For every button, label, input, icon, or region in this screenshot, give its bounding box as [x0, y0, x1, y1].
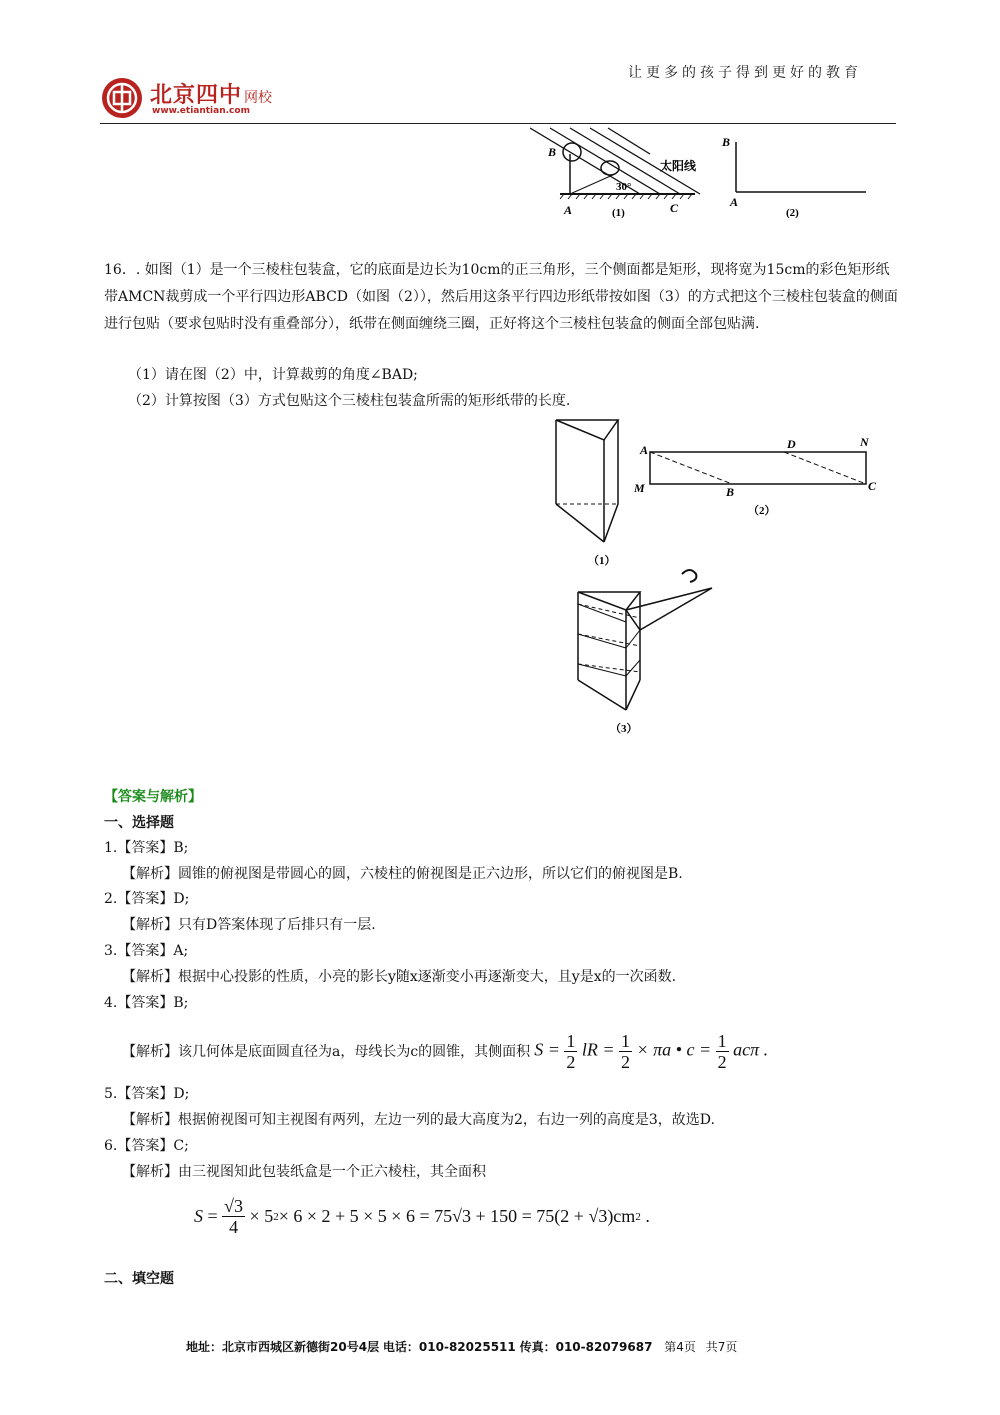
- footer-fax-label: 传真：: [519, 1340, 556, 1354]
- header-slogan: 让更多的孩子得到更好的教育: [628, 65, 862, 81]
- prism3-caption: （3）: [610, 723, 638, 735]
- strip-label-b: B: [726, 485, 735, 499]
- logo-url: www.etiantian.com: [152, 106, 250, 116]
- strip-caption: （2）: [748, 505, 776, 517]
- explanation-3: 【解析】根据中心投影的性质，小亮的影长y随x逐渐变小再逐渐变大，且y是x的一次函数.: [122, 969, 677, 985]
- page-footer: [186, 1338, 737, 1355]
- footer-total: 共7页: [705, 1340, 738, 1354]
- answer-4: 4.【答案】B;: [104, 995, 189, 1011]
- question-16-sub2: （2）计算按图（3）方式包贴这个三棱柱包装盒所需的矩形纸带的长度.: [128, 393, 571, 409]
- question-16-sub1: （1）请在图（2）中，计算裁剪的角度∠BAD;: [128, 367, 418, 383]
- footer-tel-label: 电话：: [382, 1340, 419, 1354]
- formula-hex-prism-area: S = $\frac{√3}{4}$ × 5 2 × 6 × 2 + 5 × 5 × 6 = 75√3 + 150 = 75(2 + √3)cm 2 .: [194, 1196, 650, 1237]
- section-fill-blank: 二、填空题: [104, 1271, 174, 1287]
- explanation-1: 【解析】圆锥的俯视图是带圆心的圆，六棱柱的俯视图是正六边形，所以它们的俯视图是B.: [122, 866, 683, 882]
- fig2-label-a: A: [730, 195, 739, 209]
- footer-addr: 北京市西城区新德街20号4层: [222, 1340, 380, 1354]
- figure-paper-strip-2: [632, 432, 882, 522]
- logo-name: 北京四中: [150, 83, 243, 108]
- strip-label-d: D: [787, 437, 796, 451]
- fig2-caption: (2): [786, 207, 799, 219]
- formula-cone-lateral-area: S = $\frac{1}{2}$ lR = $\frac{1}{2}$ × πa • c = $\frac{1}{2}$ acπ .: [534, 1031, 769, 1072]
- footer-page: 第4页: [664, 1340, 696, 1354]
- fig2-label-b: B: [722, 135, 731, 149]
- question-16-text: 16．. 如图（1）是一个三棱柱包装盒，它的底面是边长为10cm的正三角形，三个侧面都是矩形，现将宽为15cm的彩色矩形纸带AMCN裁剪成一个平行四边形ABCD（如图（2）），然后用这条平行四边形纸带按如图（3）的方式把这个三棱柱包装盒的侧面进行包贴（要求包贴时没有重叠部分），纸带在侧面缠绕三圈，正好将这个三棱柱包装盒的侧面全部包贴满.: [104, 262, 898, 332]
- answer-6: 6.【答案】C;: [104, 1138, 189, 1154]
- fig1-sunline-label: 太阳线: [660, 159, 697, 173]
- fig1-label-b: B: [548, 145, 557, 159]
- fig1-caption: (1): [612, 207, 625, 219]
- strip-label-a: A: [640, 443, 649, 457]
- strip-label-n: N: [860, 435, 869, 449]
- section-choice: 一、选择题: [104, 815, 174, 831]
- explanation-6: 【解析】由三视图知此包装纸盒是一个正六棱柱，其全面积: [122, 1164, 486, 1180]
- figure-sunlight-shadow: [530, 126, 910, 226]
- answers-title: 【答案与解析】: [104, 789, 202, 805]
- explanation-5: 【解析】根据俯视图可知主视图有两列，左边一列的最大高度为2，右边一列的高度是3，故选D.: [122, 1112, 715, 1128]
- answer-2: 2.【答案】D;: [104, 891, 190, 907]
- explanation-4-text: 【解析】该几何体是底面圆直径为a，母线长为c的圆锥，其侧面积: [122, 1043, 531, 1060]
- prism1-caption: （1）: [588, 555, 616, 567]
- header-divider: [100, 123, 896, 124]
- logo-emblem-icon: [100, 76, 144, 120]
- logo-net: 网校: [244, 90, 273, 106]
- answer-1: 1.【答案】B;: [104, 840, 189, 856]
- logo: [100, 76, 300, 122]
- explanation-2: 【解析】只有D答案体现了后排只有一层.: [122, 917, 376, 933]
- strip-label-m: M: [634, 481, 645, 495]
- fig1-label-c: C: [670, 201, 679, 215]
- strip-label-c: C: [868, 479, 877, 493]
- answer-5: 5.【答案】D;: [104, 1086, 190, 1102]
- footer-addr-label: 地址：: [186, 1340, 223, 1354]
- answer-3: 3.【答案】A;: [104, 943, 189, 959]
- fig1-label-a: A: [564, 203, 573, 217]
- fig1-angle: 30°: [616, 181, 632, 193]
- footer-tel: 010-82025511: [418, 1340, 516, 1354]
- explanation-4: [122, 1031, 768, 1072]
- footer-fax: 010-82079687: [555, 1340, 653, 1354]
- figure-prism-wrapped-3: [570, 560, 720, 740]
